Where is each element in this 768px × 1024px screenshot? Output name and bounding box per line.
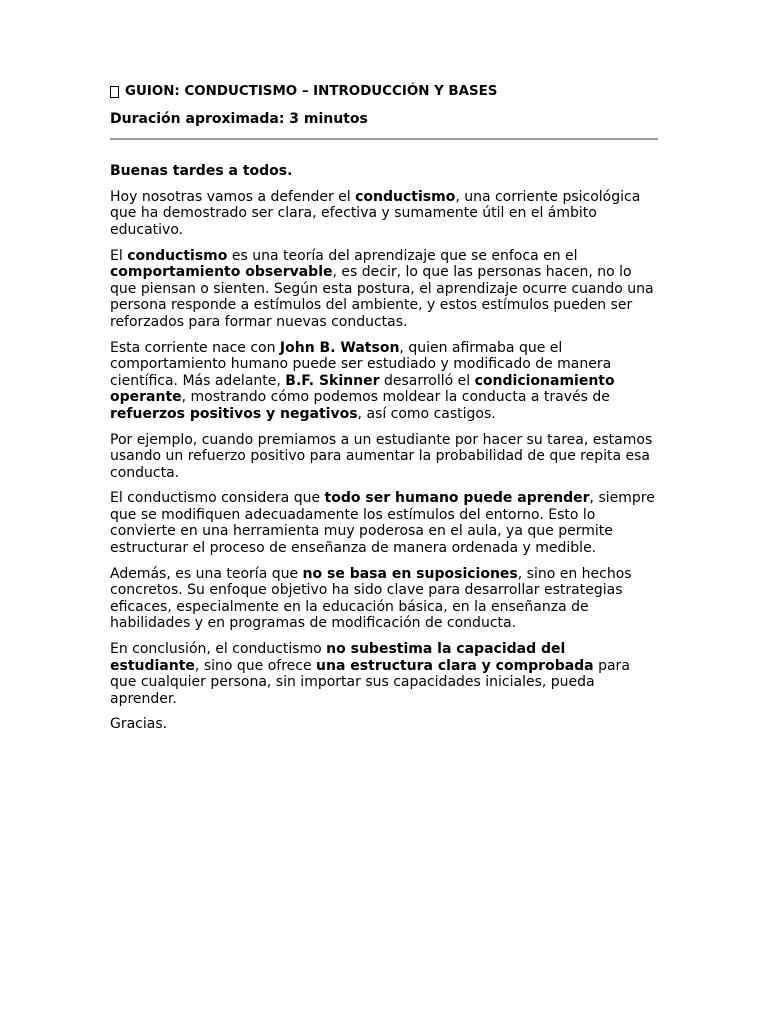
paragraph-1 bbox=[110, 189, 658, 239]
text-run: El conductismo considera que bbox=[110, 490, 325, 507]
closing: Gracias. bbox=[110, 716, 168, 733]
text-run: , es decir, lo que las personas hacen, no lo que piensan o sienten. Según esta postura, el aprendizaje ocurre cuando una persona responde a estímulos del ambiente, y estos estímulos pueden ser reforzados para formar nuevas conductas. bbox=[110, 264, 654, 330]
paragraph-4 bbox=[110, 432, 658, 482]
text-run: Además, es una teoría que bbox=[110, 565, 303, 582]
bold-term: no subestima la capacidad del estudiante bbox=[110, 641, 566, 674]
bold-term: refuerzos positivos y negativos bbox=[110, 405, 358, 422]
bold-term: conductismo bbox=[127, 247, 228, 264]
text-run: , quien afirmaba que el comportamiento humano puede ser estudiado y modificado de manera científica. Más adelante, bbox=[110, 339, 612, 389]
duration-line: Duración aproximada: 3 minutos bbox=[110, 110, 368, 127]
text-run: , sino que ofrece bbox=[194, 657, 317, 674]
text-run: es una teoría del aprendizaje que se enfoca en el bbox=[227, 247, 578, 264]
script-title: GUION: CONDUCTISMO – INTRODUCCIÓN Y BASES bbox=[125, 84, 498, 99]
text-run: Esta corriente nace con bbox=[110, 339, 280, 356]
bold-term: John B. Watson bbox=[279, 339, 400, 356]
paragraph-2 bbox=[110, 248, 658, 331]
bold-term: B.F. Skinner bbox=[285, 372, 380, 389]
bold-term: condicionamiento operante bbox=[110, 372, 615, 406]
paragraph-3 bbox=[110, 340, 658, 423]
bold-term: conductismo bbox=[355, 188, 456, 205]
bold-term: una estructura clara y comprobada bbox=[316, 657, 594, 674]
paragraph-7 bbox=[110, 641, 658, 707]
text-run: , una corriente psicológica que ha demostrado ser clara, efectiva y sumamente útil en el ámbito educativo. bbox=[110, 188, 641, 238]
bold-term: comportamiento observable bbox=[110, 264, 333, 281]
paragraph-5 bbox=[110, 490, 658, 556]
text-run: para que cualquier persona, sin importar sus capacidades iniciales, pueda aprender. bbox=[110, 657, 630, 707]
text-run: Por ejemplo, cuando premiamos a un estudiante por hacer su tarea, estamos usando un refuerzo positivo para aumentar la probabilidad de que repita esa conducta. bbox=[110, 431, 653, 481]
paragraph-6 bbox=[110, 566, 658, 632]
text-run: , siempre que se modifiquen adecuadamente los estímulos del entorno. Esto lo convierte en una herramienta muy poderosa en el aula, ya que permite estructurar el proceso de enseñanza de manera ordenada y medible. bbox=[110, 490, 655, 557]
text-run: , sino en hechos concretos. Su enfoque objetivo ha sido clave para desarrollar estrategias eficaces, especialmente en la educación básica, en la enseñanza de habilidades y en programas de modificación de conducta. bbox=[110, 565, 632, 632]
text-run: El bbox=[110, 247, 128, 264]
text-run: , mostrando cómo podemos moldear la conducta a través de bbox=[181, 389, 610, 406]
horizontal-divider bbox=[110, 138, 658, 140]
text-run: Hoy nosotras vamos a defender el bbox=[110, 188, 356, 205]
text-run: En conclusión, el conductismo bbox=[110, 641, 327, 658]
bold-term: no se basa en suposiciones bbox=[302, 565, 518, 582]
greeting: Buenas tardes a todos. bbox=[110, 163, 293, 180]
document-icon bbox=[110, 86, 119, 98]
text-run: desarrolló el bbox=[379, 372, 475, 389]
bold-term: todo ser humano puede aprender bbox=[324, 490, 590, 507]
text-run: , así como castigos. bbox=[357, 405, 496, 422]
document-content bbox=[110, 84, 658, 733]
script-title-line bbox=[110, 84, 658, 101]
